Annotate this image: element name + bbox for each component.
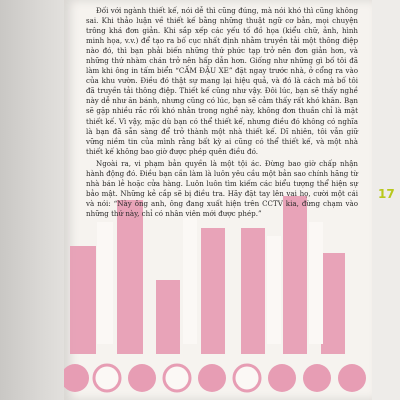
circle-2	[94, 365, 120, 391]
bar-window-2	[183, 218, 197, 344]
circle-7	[268, 364, 296, 392]
circle-3	[128, 364, 156, 392]
circle-5	[198, 364, 226, 392]
circle-8	[303, 364, 331, 392]
circle-1	[64, 364, 89, 392]
pink-bar-3	[156, 280, 180, 354]
bar-window-1	[97, 222, 113, 344]
pink-bar-2	[117, 200, 143, 354]
book-spine	[0, 0, 64, 400]
pink-bar-4	[201, 228, 225, 354]
circle-9	[338, 364, 366, 392]
paragraph-1: Đối với ngành thiết kế, nói dễ thì cũng đúng, mà nói khó thì cũng không sai. Khi thảo luận về thiết kế bằng những thuật ngữ cơ bản, mọi chuyện trông khá đơn giản. Khi sắp xếp các yếu tố đồ họa (kiểu chữ, ảnh, hình minh họa, v.v.) để tạo ra bố cục nhất định nhằm truyền tải một thông điệp nào đó, thì bạn phải biến những thứ phức tạp trở nên đơn giản hơn, và những thứ nhàm chán trở nên hấp dẫn hơn. Giống như những gì bố tôi đã làm khi ông in tấm biển “CẤM ĐẬU XE” đặt ngay trước nhà, ở cổng ra vào của khu vườn. Điều đó thật sự mang lại hiệu quả, và đó là cách mà bố tôi đã truyền tải thông điệp. Thiết kế cũng như vậy. Đôi lúc, bạn sẽ thấy nghề này dễ như ăn bánh, nhưng cũng có lúc, bạn sẽ cảm thấy rất khó khăn. Bạn sẽ gặp nhiều rắc rối khó nhằn trong nghề này, không đơn thuần chỉ là mặt thiết kế. Vì vậy, mặc dù bạn có thể thiết kế, nhưng điều đó không có nghĩa là bạn đã sẵn sàng để trở thành một nhà thiết kế. Dĩ nhiên, tôi vẫn giữ vững niềm tin của mình rằng bất kỳ ai cũng có thể thiết kế, và một nhà thiết kế không bao giờ được phép quên điều đó.	[86, 6, 358, 156]
circle-4	[164, 365, 190, 391]
pink-bar-5	[241, 228, 265, 354]
book-page	[64, 0, 372, 400]
bar-window-3	[267, 236, 281, 344]
body-text	[86, 6, 358, 221]
bar-window-4	[309, 222, 323, 344]
pink-bar-7	[321, 253, 345, 354]
circle-6	[234, 365, 260, 391]
paragraph-2: Ngoài ra, vi phạm bản quyền là một tội ác. Đừng bao giờ chấp nhận hành động đó. Điều bạn cần làm là luôn yêu cầu một bản sao chính hãng từ nhà bán lẻ hoặc cửa hàng. Luôn luôn tìm kiếm các biểu tượng thể hiện sự bảo mật. Những kẻ cắp sẽ bị điều tra. Hãy đặt tay lên vai họ, cười một cái và nói: “Này ông anh, ông đang xuất hiện trên CCTV kia, đừng chạm vào những thứ này, chỉ có nhân viên mới được phép.”	[86, 158, 358, 218]
page-number: 17	[378, 187, 395, 201]
pink-bar-1	[70, 246, 96, 354]
